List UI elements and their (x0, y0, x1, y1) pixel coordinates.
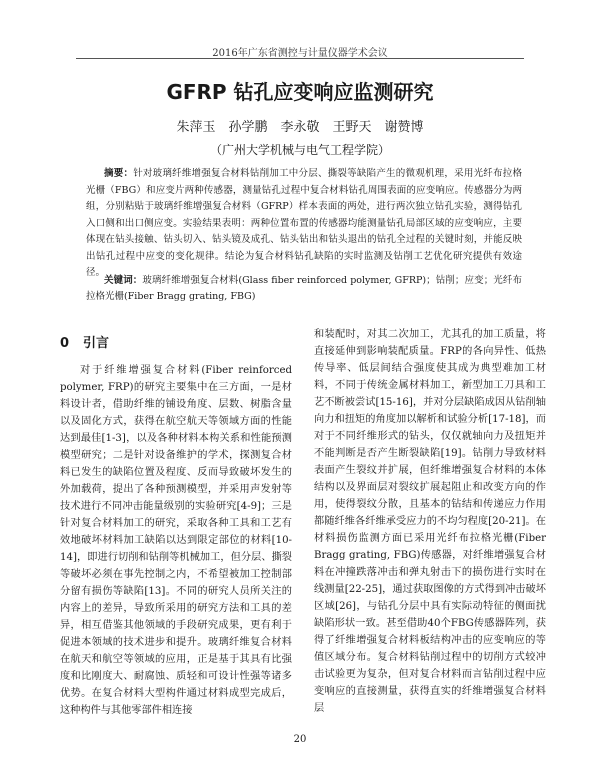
abstract-label: 摘要： (104, 168, 134, 179)
keywords (86, 273, 522, 305)
abstract-text: 针对玻璃纤维增强复合材料钻削加工中分层、撕裂等缺陷产生的微观机理，采用光纤布拉格光栅（FBG）和应变片两种传感器，测量钻孔过程中复合材料钻孔周围表面的应变响应。传感器分为两组，分别粘贴于玻璃纤维增强复合材料（GFRP）样本表面的两处，进行两次独立钻孔实验，测得钻孔入口侧和出口侧应变。实验结果表明：两种位置布置的传感器均能测量钻孔局部区域的应变响应，主要体现在钻头接触、钻头切入、钻头镜及成孔、钻头钻出和钻头退出的钻孔全过程的关键时刻，并能反映出钻孔过程中应变的变化规律。结论为复合材料钻孔缺陷的实时监测及钻削工艺优化研究提供有效途径。 (86, 168, 522, 278)
right-column (314, 326, 546, 717)
section-title: 引言 (83, 336, 110, 351)
conference-header: 2016年广东省测控与计量仪器学术会议 (212, 48, 388, 59)
left-column (60, 335, 292, 719)
section-heading (60, 335, 292, 352)
affiliation: （广州大学机械与电气工程学院） (209, 143, 390, 157)
page-number: 20 (293, 734, 307, 745)
abstract (86, 166, 522, 282)
body-paragraph-left: 对于纤维增强复合材料(Fiber reinforced polymer, FRP)的研究主要集中在三方面，一是材料设计者，借助纤维的铺设角度、层数、树脂含量以及固化方式，获得在航空航天等领域方面的性能达到最佳[1-3]，以及各种材料本构关系和性能预测模型研究；二是针对设备维护的学术，探测复合材料已发生的缺陷位置及程度、反而导致破坏发生的外加载荷，提出了各种预测模型，并采用声发射等技术进行不同冲击能量级别的实验研究[4-9]；三是针对复合材料加工的研究，采取各种工具和工艺有效地破坏材料加工缺陷以达到限定部位的材料[10-14]，即进行切削和钻削等机械加工，但分层、撕裂等破坏必须在事先控制之内，不希望被加工控制部分留有损伤等缺陷[13]。不同的研究人员所关注的内容上的差异，导致所采用的研究方法和工具的差异，相互借鉴其他领域的手段研究成果，更有利于促进本领域的技术进步和提升。玻璃纤维复合材料在航天和航空等领域的应用，正是基于其具有比强度和比刚度大、耐腐蚀、质轻和可设计性强等诸多优势。在复合材料大型构件通过材料成型完成后，这种构件与其他零部件相连接 (60, 365, 292, 716)
paper-title: GFRP 钻孔应变响应监测研究 (166, 80, 434, 104)
keywords-text: 玻璃纤维增强复合材料(Glass fiber reinforced polymer, GFRP)；钻削；应变；光纤布拉格光栅(Fiber Bragg grating, FBG) (86, 275, 522, 302)
author-list: 朱萍玉 孙学鹏 李永敬 王野天 谢赞博 (176, 120, 424, 135)
body-paragraph-right: 和装配时，对其二次加工，尤其孔的加工质量，将直接延伸到影响装配质量。FRP的各向异性、低热传导率、低层间结合强度使其成为典型难加工材料，不同于传统金属材料加工，新型加工刀具和工艺不断被尝试[15-16]，并对分层缺陷成因从钻削轴向力和扭矩的角度加以解析和试验分析[17-18]，而对于不同纤维形式的钻头，仅仅就轴向力及扭矩并不能判断是否产生断裂缺陷[19]。钻削力导致材料表面产生裂纹并扩展，但纤维增强复合材料的本体结构以及界面层对裂纹扩展起阻止和改变方向的作用，使得裂纹分散，且基本的钻结和传递应力作用都随纤维各纤维承受应力的不均匀程度[20-21]。在材料损伤监测方面已采用光纤布拉格光栅(Fiber Bragg grating, FBG)传感器，对纤维增强复合材料在冲撞跌落冲击和弹丸射击下的损伤进行实时在线测量[22-25]，通过获取图像的方式得到冲击破坏区域[26]，与钻孔分层中具有实际动特征的侧面扰缺陷形状一致。甚至借助40个FBG传感器阵列，获得了纤维增强复合材料板结构冲击的应变响应的等值区域分布。复合材料钻削过程中的切削方式较冲击试验更为复杂，但对复合材料而言钻削过程中应变响应的直接测量，获得直实的纤维增强复合材料层 (314, 329, 546, 714)
keywords-label: 关键词： (104, 275, 143, 286)
header-rule (76, 58, 524, 59)
section-number: 0 (60, 336, 70, 351)
